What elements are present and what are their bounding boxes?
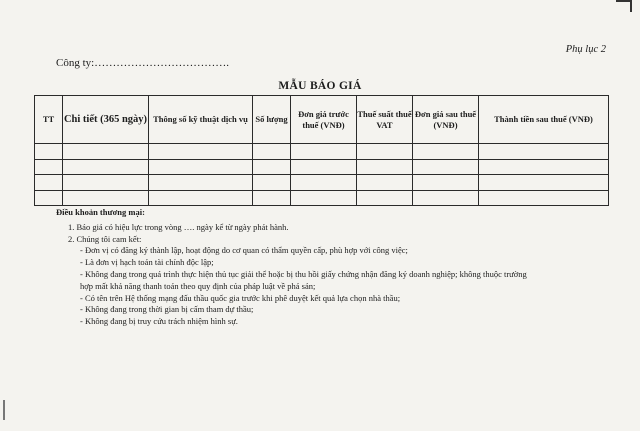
commitment-item: - Là đơn vị hạch toán tài chính độc lập;: [80, 257, 214, 268]
page-corner-mark: [616, 0, 632, 12]
commitment-item-continuation: hợp mất khả năng thanh toán theo quy định của pháp luật về phá sản;: [80, 280, 316, 291]
quote-table: [34, 95, 609, 206]
terms-item-validity: 1. Báo giá có hiệu lực trong vòng …. ngày kể từ ngày phát hành.: [68, 221, 289, 232]
header-total-after-tax: Thành tiền sau thuế (VNĐ): [479, 96, 609, 144]
commitment-item: - Không đang trong quá trình thực hiện thủ tục giải thể hoặc bị thu hồi giấy chứng nhận đăng ký doanh nghiệp; không thuộc trường: [80, 268, 527, 279]
table-row: [35, 175, 609, 191]
scan-edge-mark: [3, 400, 5, 420]
commitment-item: - Đơn vị có đăng ký thành lập, hoạt động do cơ quan có thẩm quyền cấp, phù hợp với công việc;: [80, 245, 408, 256]
terms-item-commitments: 2. Chúng tôi cam kết:: [68, 233, 142, 244]
header-detail: Chi tiết (365 ngày): [63, 96, 149, 144]
header-spec: Thông số kỹ thuật dịch vụ: [149, 96, 253, 144]
appendix-label: Phụ lục 2: [565, 44, 606, 55]
commitment-item: - Có tên trên Hệ thống mạng đấu thầu quốc gia trước khi phê duyệt kết quả lựa chọn nhà thầu;: [80, 292, 401, 303]
header-quantity: Số lượng: [253, 96, 291, 144]
header-tt: TT: [35, 96, 63, 144]
commercial-terms: [56, 207, 612, 328]
header-unit-price-after-tax: Đơn giá sau thuế (VNĐ): [413, 96, 479, 144]
terms-heading: Điều khoản thương mại:: [56, 207, 145, 217]
header-unit-price-pre-tax: Đơn giá trước thuế (VNĐ): [291, 96, 357, 144]
table-row: [35, 159, 609, 175]
table-row: [35, 144, 609, 160]
commitment-item: - Không đang trong thời gian bị cấm tham dự thầu;: [80, 304, 254, 315]
table-header-row: [35, 96, 609, 144]
header-vat-rate: Thuế suất thuế VAT: [357, 96, 413, 144]
company-field: Công ty:……………………………….: [56, 57, 229, 69]
document-title: MẪU BÁO GIÁ: [278, 80, 362, 92]
table-row: [35, 190, 609, 206]
commitment-item: - Không đang bị truy cứu trách nhiệm hình sự.: [80, 316, 238, 327]
